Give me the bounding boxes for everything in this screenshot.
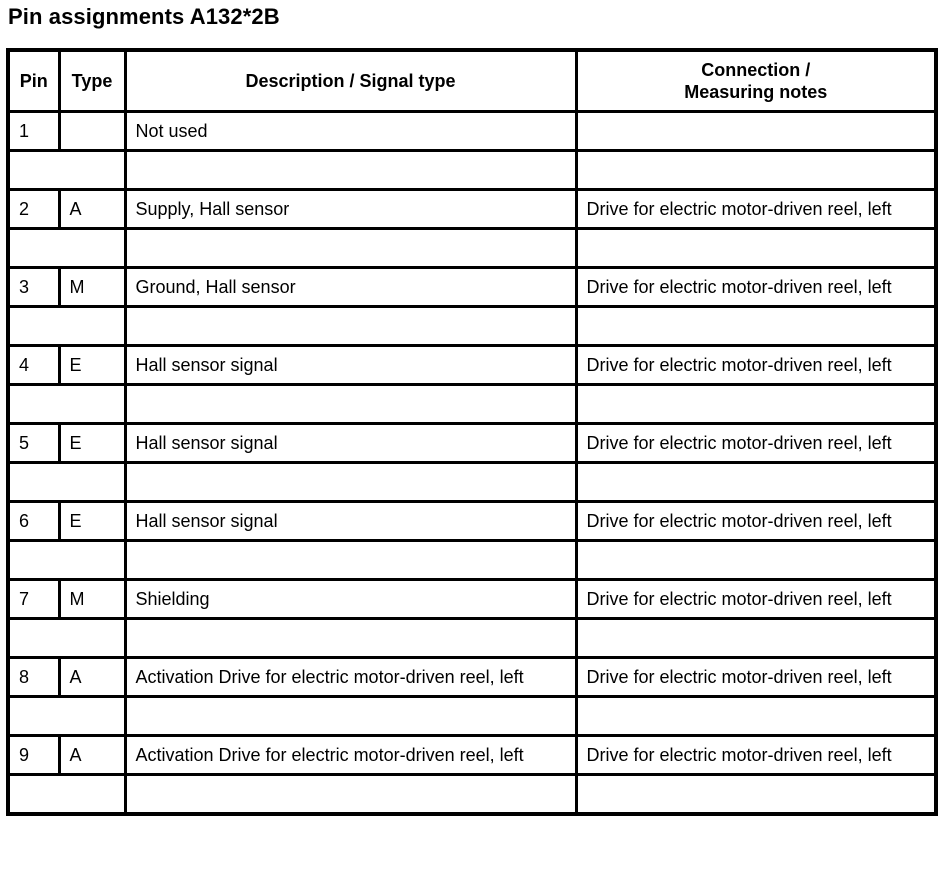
- cell-type: A: [59, 190, 125, 229]
- cell-connection: Drive for electric motor-driven reel, left: [576, 658, 936, 697]
- cell-empty: [125, 541, 576, 580]
- cell-connection: Drive for electric motor-driven reel, left: [576, 502, 936, 541]
- pin-assignment-table: [6, 48, 938, 816]
- cell-empty-merged: [8, 697, 125, 736]
- cell-description: Shielding: [125, 580, 576, 619]
- table-spacer-row: [8, 619, 936, 658]
- cell-empty: [125, 463, 576, 502]
- cell-connection: Drive for electric motor-driven reel, left: [576, 580, 936, 619]
- cell-pin: 3: [8, 268, 59, 307]
- table-row: [8, 112, 936, 151]
- table-body: [8, 112, 936, 815]
- cell-empty: [125, 151, 576, 190]
- cell-empty: [125, 697, 576, 736]
- cell-description: Hall sensor signal: [125, 502, 576, 541]
- cell-pin: 4: [8, 346, 59, 385]
- table-row: [8, 658, 936, 697]
- table-row: [8, 502, 936, 541]
- cell-connection: Drive for electric motor-driven reel, left: [576, 268, 936, 307]
- cell-empty: [125, 619, 576, 658]
- cell-empty: [576, 775, 936, 815]
- table-spacer-row: [8, 385, 936, 424]
- cell-description: Activation Drive for electric motor-driven reel, left: [125, 736, 576, 775]
- table-spacer-row: [8, 463, 936, 502]
- cell-description: Hall sensor signal: [125, 424, 576, 463]
- table-spacer-row: [8, 697, 936, 736]
- cell-description: Supply, Hall sensor: [125, 190, 576, 229]
- cell-empty-merged: [8, 229, 125, 268]
- cell-empty-merged: [8, 307, 125, 346]
- cell-pin: 6: [8, 502, 59, 541]
- cell-connection: Drive for electric motor-driven reel, left: [576, 190, 936, 229]
- cell-type: E: [59, 502, 125, 541]
- cell-connection: [576, 112, 936, 151]
- cell-empty: [576, 229, 936, 268]
- cell-empty-merged: [8, 385, 125, 424]
- cell-description: Ground, Hall sensor: [125, 268, 576, 307]
- cell-description: Activation Drive for electric motor-driven reel, left: [125, 658, 576, 697]
- cell-empty: [576, 151, 936, 190]
- cell-empty: [125, 307, 576, 346]
- cell-empty-merged: [8, 619, 125, 658]
- cell-pin: 9: [8, 736, 59, 775]
- cell-empty: [125, 385, 576, 424]
- column-header-connection-line1: Connection /: [701, 60, 811, 80]
- cell-pin: 8: [8, 658, 59, 697]
- cell-type: M: [59, 580, 125, 619]
- cell-empty: [576, 463, 936, 502]
- cell-empty-merged: [8, 151, 125, 190]
- cell-type: E: [59, 346, 125, 385]
- table-spacer-row: [8, 229, 936, 268]
- cell-empty: [576, 697, 936, 736]
- cell-type: [59, 112, 125, 151]
- column-header-pin: Pin: [8, 50, 59, 112]
- cell-type: E: [59, 424, 125, 463]
- cell-empty-merged: [8, 463, 125, 502]
- cell-connection: Drive for electric motor-driven reel, left: [576, 736, 936, 775]
- cell-type: A: [59, 736, 125, 775]
- cell-empty-merged: [8, 541, 125, 580]
- table-row: [8, 190, 936, 229]
- table-row: [8, 580, 936, 619]
- cell-connection: Drive for electric motor-driven reel, left: [576, 424, 936, 463]
- table-row: [8, 424, 936, 463]
- table-row: [8, 736, 936, 775]
- cell-type: M: [59, 268, 125, 307]
- cell-pin: 5: [8, 424, 59, 463]
- cell-empty: [576, 619, 936, 658]
- table-row: [8, 346, 936, 385]
- table-spacer-row: [8, 541, 936, 580]
- table-header-row: [8, 50, 936, 112]
- table-row: [8, 268, 936, 307]
- table-spacer-row: [8, 151, 936, 190]
- cell-empty-merged: [8, 775, 125, 815]
- cell-pin: 1: [8, 112, 59, 151]
- cell-description: Not used: [125, 112, 576, 151]
- cell-description: Hall sensor signal: [125, 346, 576, 385]
- table-spacer-row: [8, 775, 936, 815]
- cell-type: A: [59, 658, 125, 697]
- cell-pin: 2: [8, 190, 59, 229]
- cell-empty: [576, 307, 936, 346]
- page-title: Pin assignments A132*2B: [8, 4, 280, 29]
- cell-pin: 7: [8, 580, 59, 619]
- column-header-type: Type: [59, 50, 125, 112]
- cell-empty: [125, 229, 576, 268]
- cell-empty: [576, 385, 936, 424]
- cell-empty: [125, 775, 576, 815]
- cell-connection: Drive for electric motor-driven reel, left: [576, 346, 936, 385]
- cell-empty: [576, 541, 936, 580]
- column-header-connection-line2: Measuring notes: [684, 82, 828, 102]
- column-header-description: Description / Signal type: [125, 50, 576, 112]
- column-header-connection: [576, 50, 936, 112]
- table-spacer-row: [8, 307, 936, 346]
